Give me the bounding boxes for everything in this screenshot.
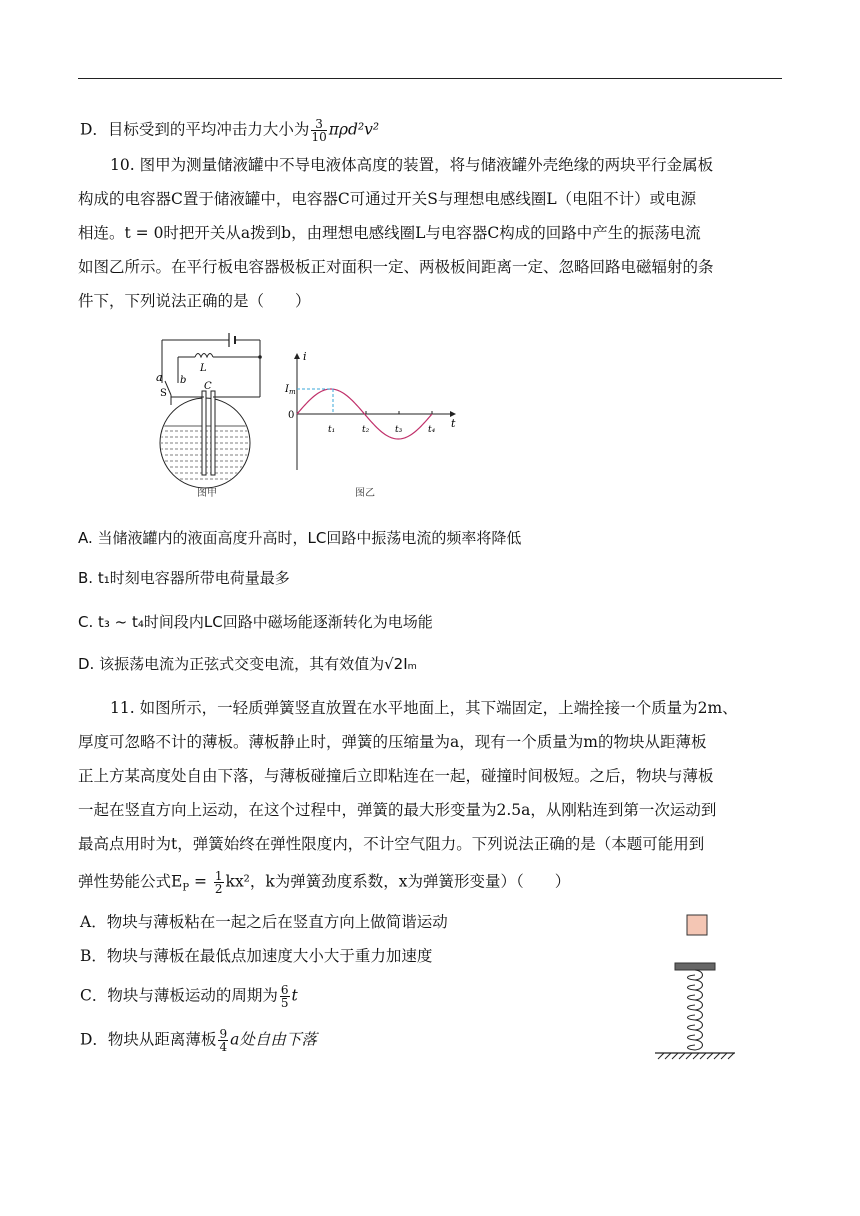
x-axis-label: t bbox=[451, 417, 456, 430]
label-l: L bbox=[200, 363, 207, 374]
t4-label: t₄ bbox=[428, 425, 436, 435]
q9-option-d-text: D．目标受到的平均冲击力大小为 bbox=[80, 120, 310, 139]
spring bbox=[688, 970, 703, 1050]
q11-option-a: A．物块与薄板粘在一起之后在竖直方向上做简谐运动 bbox=[80, 913, 448, 931]
im-label: $I_m$ bbox=[285, 384, 296, 396]
figure-jia-caption: 图甲 bbox=[197, 488, 217, 499]
q10-line-5: 件下，下列说法正确的是（ ） bbox=[78, 292, 311, 310]
label-b: b bbox=[180, 375, 187, 386]
q10-option-d: D. 该振荡电流为正弦式交变电流，其有效值为√2Iₘ bbox=[78, 655, 417, 673]
label-a: a bbox=[156, 371, 163, 384]
q11-line-5: 最高点用时为t，弹簧始终在弹性限度内，不计空气阻力。下列说法正确的是（本题可能用到 bbox=[78, 835, 705, 853]
y-axis-label: i bbox=[303, 350, 307, 363]
label-s: S bbox=[160, 388, 167, 399]
ground-hatch bbox=[686, 1053, 692, 1059]
t1-label: t₁ bbox=[328, 425, 336, 435]
q11-line-4: 一起在竖直方向上运动，在这个过程中，弹簧的最大形变量为2.5a，从刚粘连到第一次运动到 bbox=[78, 801, 717, 819]
fraction: $\frac{3}{10}$ bbox=[311, 117, 327, 144]
figure-jia bbox=[145, 325, 270, 505]
q11-option-c: C．物块与薄板运动的周期为 $\frac{6}{5}$ t bbox=[80, 983, 298, 1010]
figure-yi-caption: 图乙 bbox=[355, 488, 375, 499]
q10-option-a: A. 当储液罐内的液面高度升高时，LC回路中振荡电流的频率将降低 bbox=[78, 529, 522, 547]
q10-option-c: C. t₃ ~ t₄时间段内LC回路中磁场能逐渐转化为电场能 bbox=[78, 613, 433, 631]
q11-option-d: D．物块从距离薄板 $\frac{9}{4}$ a处自由下落 bbox=[80, 1027, 317, 1054]
q9-option-d bbox=[80, 118, 784, 143]
q11-line-3: 正上方某高度处自由下落，与薄板碰撞后立即粘连在一起，碰撞时间极短。之后，物块与薄板 bbox=[78, 767, 714, 785]
spring-figure bbox=[650, 910, 740, 1060]
ground-hatch bbox=[672, 1053, 678, 1059]
q10-option-b: B. t₁时刻电容器所带电荷量最多 bbox=[78, 569, 290, 587]
plate bbox=[675, 963, 715, 970]
origin-label: 0 bbox=[288, 410, 295, 421]
figure-yi bbox=[283, 350, 468, 505]
ground-hatch bbox=[679, 1053, 685, 1059]
header-rule bbox=[78, 78, 782, 79]
q10-line-4: 如图乙所示。在平行板电容器极板正对面积一定、两极板间距离一定、忽略回路电磁辐射的条 bbox=[78, 258, 714, 276]
q11-line-2: 厚度可忽略不计的薄板。薄板静止时，弹簧的压缩量为a，现有一个质量为m的物块从距薄板 bbox=[78, 733, 707, 751]
q11-line-6: 弹性势能公式$E_P$ = $\frac{1}{2}$ kx²，k为弹簧劲度系数，x为弹簧形变量）（ ） bbox=[78, 869, 571, 896]
ground-hatch bbox=[658, 1053, 664, 1059]
ground-hatch bbox=[707, 1053, 713, 1059]
q11-line-1: 11. 如图所示，一轻质弹簧竖直放置在水平地面上，其下端固定，上端拴接一个质量为2m、 bbox=[110, 699, 738, 717]
t3-label: t₃ bbox=[395, 425, 403, 435]
ground-hatch bbox=[693, 1053, 699, 1059]
ground-hatch bbox=[721, 1053, 727, 1059]
ground-hatch bbox=[700, 1053, 706, 1059]
q11-option-b: B．物块与薄板在最低点加速度大小大于重力加速度 bbox=[80, 947, 433, 965]
block bbox=[687, 915, 707, 935]
q10-line-3: 相连。t = 0时把开关从a拨到b，由理想电感线圈L与电容器C构成的回路中产生的振荡电流 bbox=[78, 224, 701, 242]
q10-line-1: 10. 图甲为测量储液罐中不导电液体高度的装置，将与储液罐外壳绝缘的两块平行金属板 bbox=[110, 156, 714, 174]
q10-line-2: 构成的电容器C置于储液罐中，电容器C可通过开关S与理想电感线圈L（电阻不计）或电源 bbox=[78, 190, 697, 208]
ground-hatch bbox=[714, 1053, 720, 1059]
q9-option-d-expr: πρd²v² bbox=[328, 120, 380, 139]
label-c: C bbox=[204, 381, 212, 392]
ground-hatch bbox=[665, 1053, 671, 1059]
ground-hatch bbox=[728, 1053, 734, 1059]
t2-label: t₂ bbox=[362, 425, 370, 435]
